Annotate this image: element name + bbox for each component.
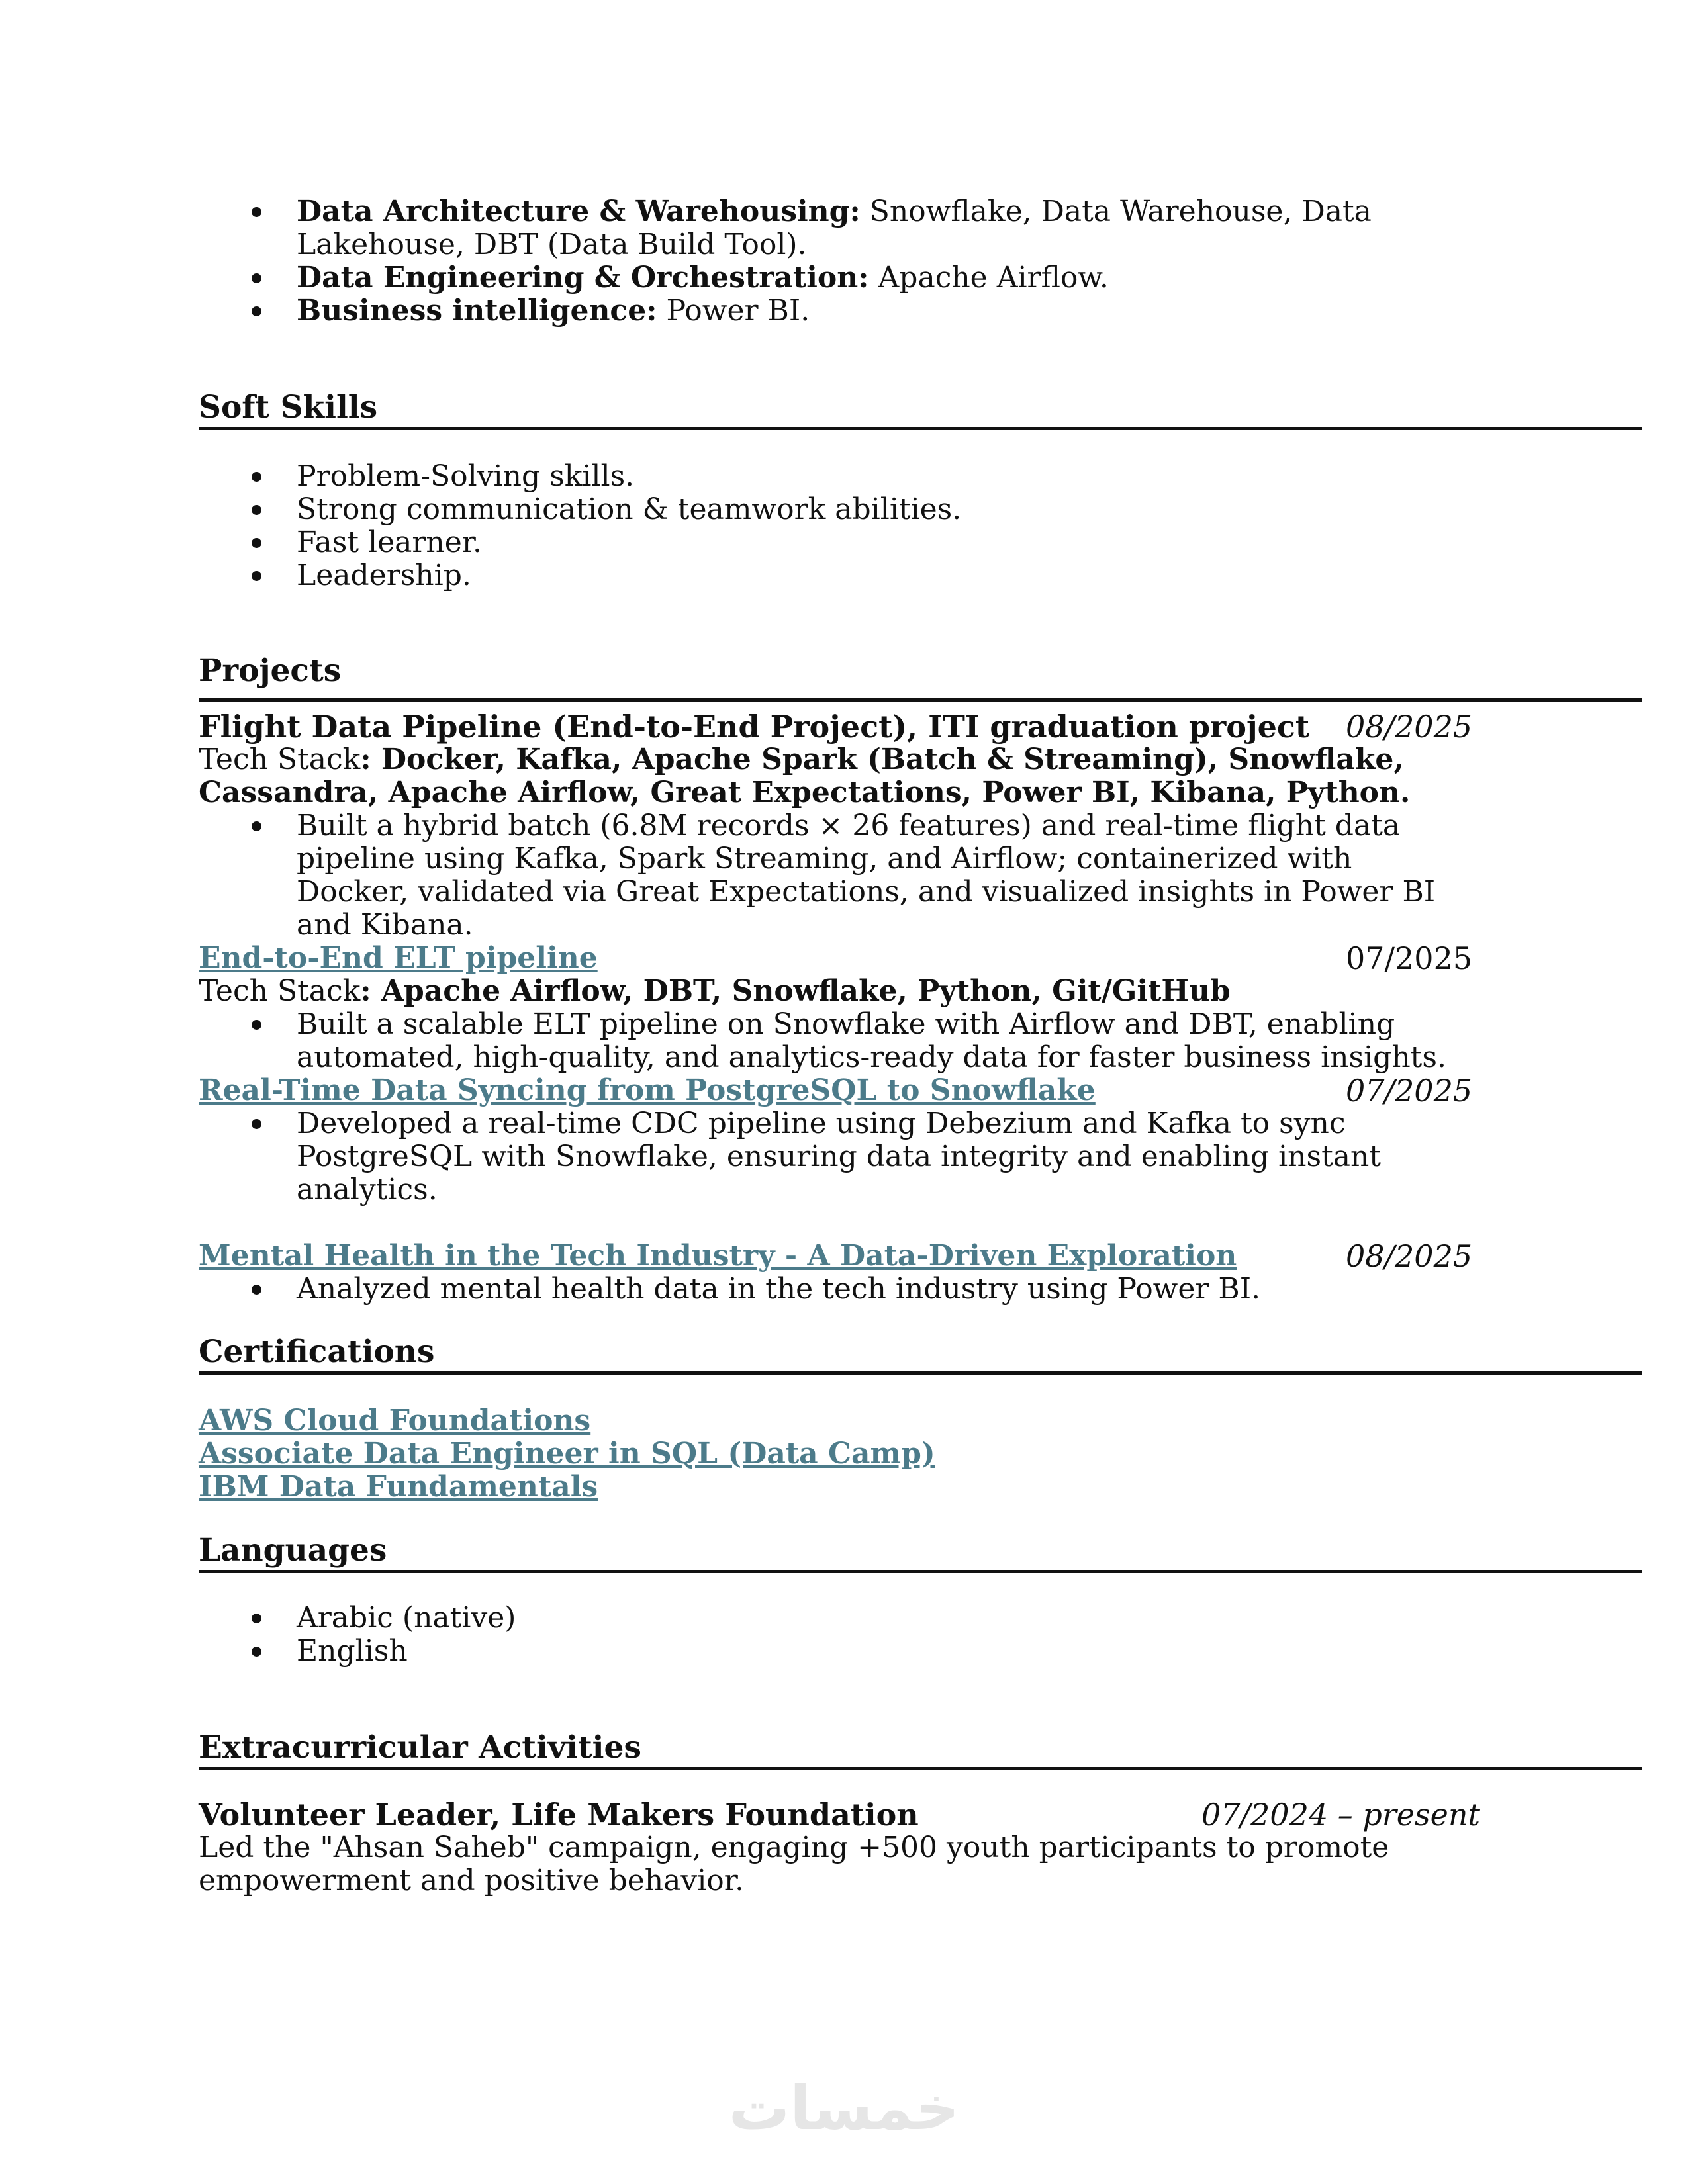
skill-text: Lakehouse, DBT (Data Build Tool). (297, 228, 807, 261)
skill-label: Business intelligence: (297, 294, 657, 328)
skill-text: Apache Airflow. (878, 261, 1109, 295)
list-item (199, 195, 1489, 261)
bullet-text: automated, high-quality, and analytics-ready data for faster business insights. (297, 1040, 1446, 1074)
tech-stack (199, 975, 1231, 1008)
section-heading-extracurricular: Extracurricular Activities (199, 1729, 641, 1766)
list-item: Arabic (native) (199, 1602, 1489, 1635)
bullet-text: analytics. (297, 1173, 438, 1206)
bullet-text: Docker, validated via Great Expectations, and visualized insights in Power BI (297, 875, 1436, 909)
section-heading-certifications: Certifications (199, 1334, 435, 1370)
bullet-text: Built a scalable ELT pipeline on Snowflake with Airflow and DBT, enabling (297, 1007, 1395, 1041)
list-item: Analyzed mental health data in the tech industry using Power BI. (199, 1273, 1489, 1306)
tech-stack-label: Tech Stack (199, 743, 361, 776)
project-bullets (199, 1273, 1489, 1306)
section-heading-languages: Languages (199, 1532, 387, 1569)
bullet-text: PostgreSQL with Snowflake, ensuring data integrity and enabling instant (297, 1140, 1382, 1173)
section-divider (199, 698, 1642, 702)
certification-link[interactable]: Associate Data Engineer in SQL (Data Camp) (199, 1437, 935, 1471)
project-date: 07/2025 (1346, 940, 1473, 976)
list-item (199, 261, 1489, 295)
list-item: English (199, 1635, 1489, 1668)
activity-description: Led the "Ahsan Saheb" campaign, engaging +500 youth participants to promote (199, 1831, 1389, 1864)
project-date: 08/2025 (1346, 1238, 1473, 1274)
bullet-text: pipeline using Kafka, Spark Streaming, and Airflow; containerized with (297, 842, 1352, 876)
list-item (199, 1107, 1489, 1206)
certification-link[interactable]: AWS Cloud Foundations (199, 1404, 591, 1437)
list-item (199, 295, 1489, 328)
tech-stack-value: : Apache Airflow, DBT, Snowflake, Python, Git/GitHub (360, 974, 1231, 1008)
skill-text: Power BI. (666, 294, 810, 328)
project-link[interactable]: Mental Health in the Tech Industry - A Data-Driven Exploration (199, 1239, 1237, 1273)
bullet-text: Developed a real-time CDC pipeline using Debezium and Kafka to sync (297, 1107, 1346, 1140)
soft-skills-list (199, 460, 1489, 592)
tech-stack-label: Tech Stack (199, 974, 361, 1008)
project-date: 07/2025 (1346, 1073, 1473, 1109)
activity-description: empowerment and positive behavior. (199, 1864, 744, 1897)
skill-label: Data Engineering & Orchestration: (297, 261, 869, 295)
project-date: 08/2025 (1346, 709, 1473, 745)
list-item: Fast learner. (199, 526, 1489, 559)
list-item: Problem-Solving skills. (199, 460, 1489, 493)
skill-label: Data Architecture & Warehousing: (297, 195, 861, 228)
activity-date: 07/2024 – present (1201, 1797, 1480, 1833)
section-heading-projects: Projects (199, 653, 342, 689)
certification-link[interactable]: IBM Data Fundamentals (199, 1470, 598, 1504)
skill-text: Snowflake, Data Warehouse, Data (869, 195, 1372, 228)
section-heading-soft-skills: Soft Skills (199, 389, 378, 426)
project-link[interactable]: Real-Time Data Syncing from PostgreSQL to Snowflake (199, 1073, 1096, 1107)
bullet-text: Built a hybrid batch (6.8M records × 26 features) and real-time flight data (297, 809, 1401, 842)
project-link[interactable]: End-to-End ELT pipeline (199, 941, 598, 975)
section-divider (199, 427, 1642, 430)
watermark-logo: خمسات (728, 2072, 960, 2144)
project-title: Flight Data Pipeline (End-to-End Project), ITI graduation project (199, 709, 1310, 745)
project-bullets (199, 1107, 1489, 1206)
section-divider (199, 1570, 1642, 1573)
list-item (199, 809, 1489, 942)
project-bullets (199, 809, 1489, 942)
tech-stack-value: : Docker, Kafka, Apache Spark (Batch & Streaming), Snowflake, (360, 743, 1404, 776)
project-bullets (199, 1008, 1489, 1074)
bullet-text: and Kibana. (297, 908, 473, 942)
section-divider (199, 1767, 1642, 1770)
technical-skills-list (199, 195, 1489, 328)
tech-stack-value: Cassandra, Apache Airflow, Great Expectations, Power BI, Kibana, Python. (199, 776, 1411, 809)
list-item: Leadership. (199, 559, 1489, 592)
list-item (199, 1008, 1489, 1074)
tech-stack (199, 743, 1404, 776)
languages-list (199, 1602, 1489, 1668)
section-divider (199, 1371, 1642, 1375)
list-item: Strong communication & teamwork abilities. (199, 493, 1489, 526)
activity-role: Volunteer Leader, Life Makers Foundation (199, 1797, 919, 1833)
